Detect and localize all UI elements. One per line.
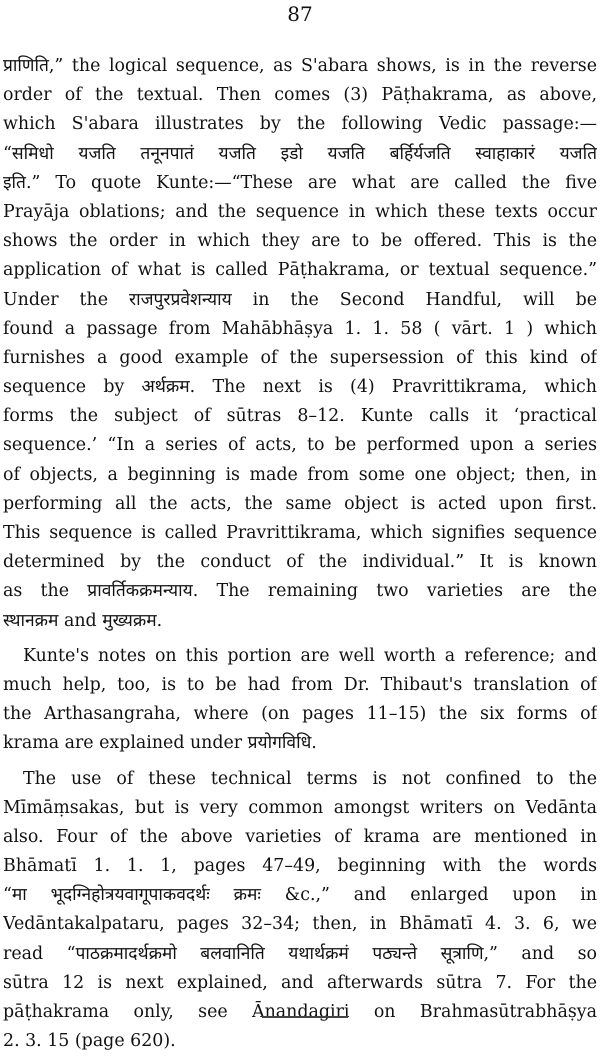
page-body-text <box>3 52 597 1056</box>
text-line: स्थानक्रम and मुख्यक्रम. <box>3 607 597 636</box>
text-line: shows the order in which they are to be offered. This is the <box>3 227 597 256</box>
text-line: read “पाठक्रमादर्थक्रमो बलवानिति यथार्थक्रमं पठ्यन्ते सूत्राणि,” and so <box>3 940 597 969</box>
text-line: furnishes a good example of the supersession of this kind of <box>3 344 597 373</box>
text-line: Prayāja oblations; and the sequence in which these texts occur <box>3 198 597 227</box>
text-line: Vedāntakalpataru, pages 32–34; then, in Bhāmatī 4. 3. 6, we <box>3 910 597 939</box>
text-line: Mīmāṃsakas, but is very common amongst writers on Vedānta <box>3 794 597 823</box>
text-line: sequence by अर्थक्रम. The next is (4) Pravrittikrama, which <box>3 373 597 402</box>
text-line: of objects, a beginning is made from some one object; then, in <box>3 461 597 490</box>
text-line: sūtra 12 is next explained, and afterwards sūtra 7. For the <box>3 969 597 998</box>
text-line: इति.” To quote Kunte:—“These are what are called the five <box>3 169 597 198</box>
text-line: “समिधो यजति तनूनपातं यजति इडो यजति बर्हिर्यजति स्वाहाकारं यजति <box>3 140 597 169</box>
text-line: 2. 3. 15 (page 620). <box>3 1027 597 1056</box>
text-line: This sequence is called Pravrittikrama, which signifies sequence <box>3 519 597 548</box>
text-line: which S'abara illustrates by the following Vedic passage:— <box>3 110 597 139</box>
text-line: Under the राजपुरप्रवेशन्याय in the Second Handful, will be <box>3 286 597 315</box>
text-line: performing all the acts, the same object is acted upon first. <box>3 490 597 519</box>
text-line: forms the subject of sūtras 8–12. Kunte calls it ‘practical <box>3 402 597 431</box>
page-number: 87 <box>0 2 600 26</box>
text-line: The use of these technical terms is not confined to the <box>3 765 597 794</box>
paragraph-1 <box>3 52 597 636</box>
text-line: “मा भूदग्निहोत्रयवागूपाकवदर्थः क्रमः &c.,” and enlarged upon in <box>3 881 597 910</box>
text-line: application of what is called Pāṭhakrama, or textual sequence.” <box>3 256 597 285</box>
paragraph-2 <box>3 642 597 759</box>
text-line: the Arthasangraha, where (on pages 11–15) the six forms of <box>3 700 597 729</box>
footer-rule <box>262 1016 348 1018</box>
text-line: also. Four of the above varieties of krama are mentioned in <box>3 823 597 852</box>
text-line: pāṭhakrama only, see Ānandagiri on Brahmasūtrabhāṣya <box>3 998 597 1027</box>
text-line: krama are explained under प्रयोगविधि. <box>3 729 597 758</box>
text-line: much help, too, is to be had from Dr. Thibaut's translation of <box>3 671 597 700</box>
text-line: found a passage from Mahābhāṣya 1. 1. 58 ( vārt. 1 ) which <box>3 315 597 344</box>
paragraph-3 <box>3 765 597 1056</box>
text-line: as the प्रावर्तिकक्रमन्याय. The remaining two varieties are the <box>3 577 597 606</box>
text-line: determined by the conduct of the individual.” It is known <box>3 548 597 577</box>
text-line: प्राणिति,” the logical sequence, as S'abara shows, is in the reverse <box>3 52 597 81</box>
text-line: sequence.’ “In a series of acts, to be performed upon a series <box>3 431 597 460</box>
text-line: Bhāmatī 1. 1. 1, pages 47–49, beginning with the words <box>3 852 597 881</box>
text-line: order of the textual. Then comes (3) Pāṭhakrama, as above, <box>3 81 597 110</box>
text-line: Kunte's notes on this portion are well worth a reference; and <box>3 642 597 671</box>
